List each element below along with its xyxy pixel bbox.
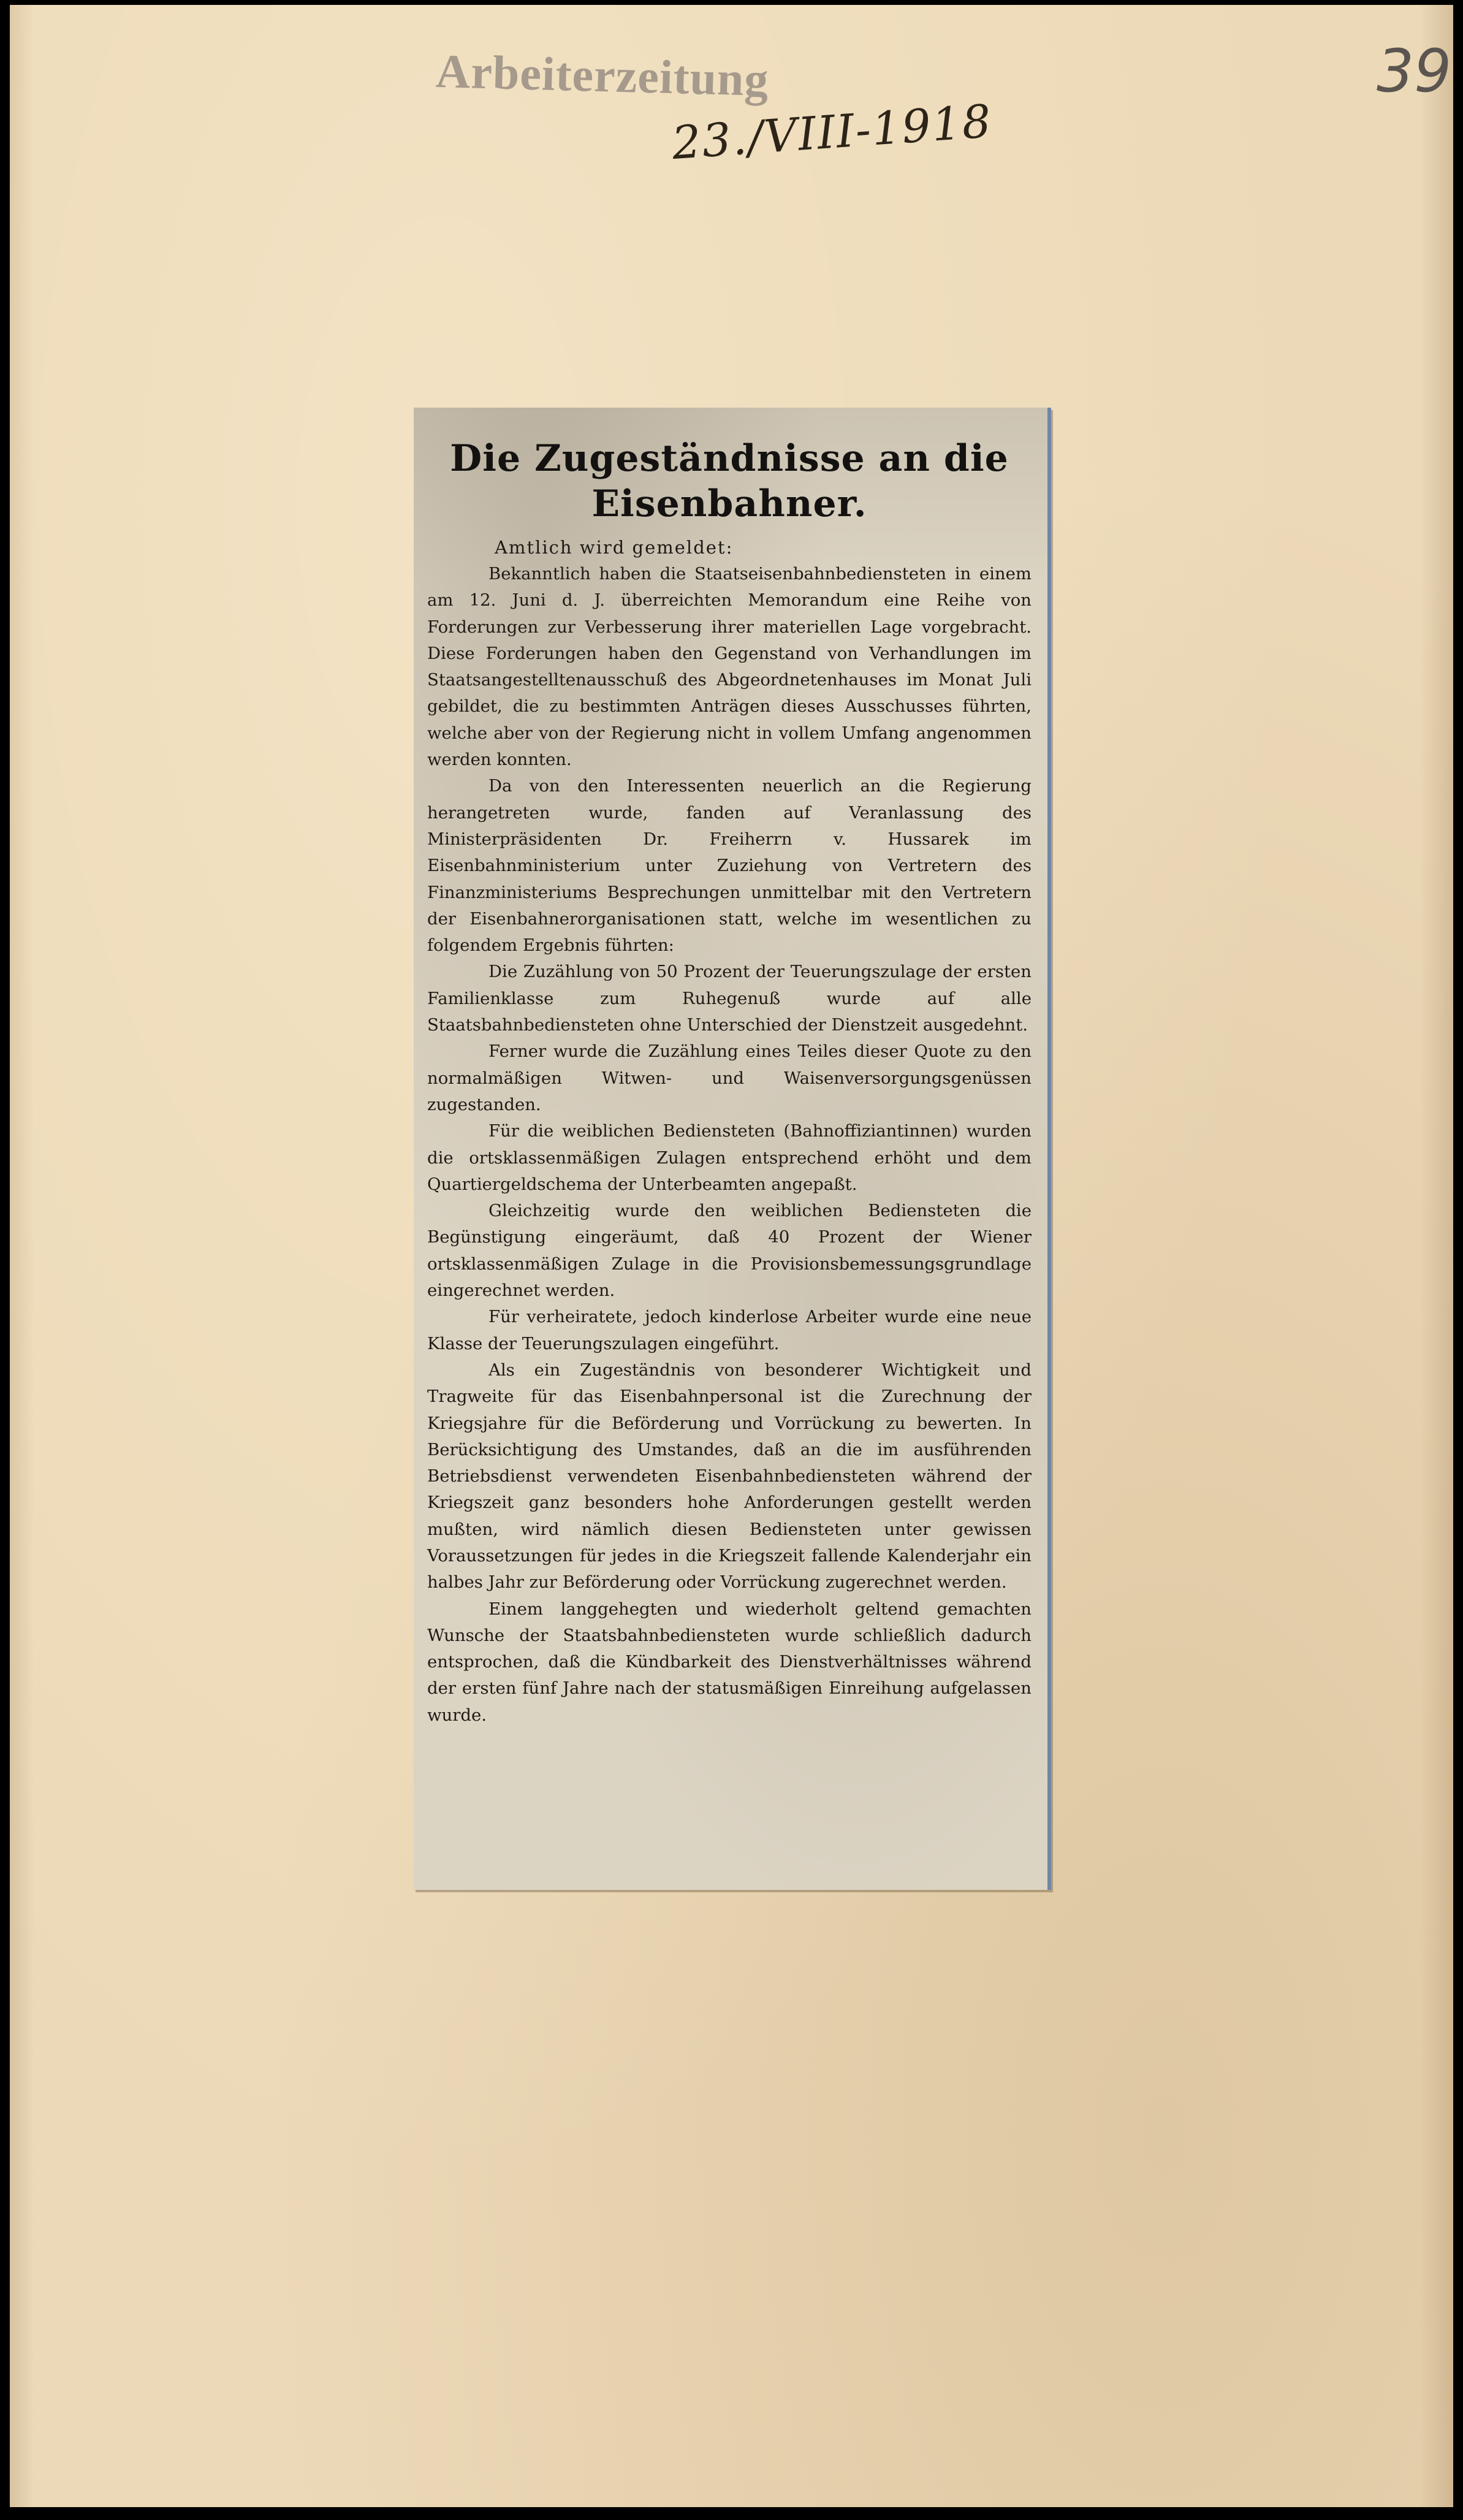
article-byline: Amtlich wird gemeldet:	[495, 537, 734, 558]
handwritten-date: 23./VIII-1918	[670, 94, 994, 170]
article-paragraph: Gleichzeitig wurde den weiblichen Bediensteten die Begünstigung eingeräumt, daß 40 Prozent der Wiener ortsklassenmäßigen Zulage in die Provisionsbemessungsgrundlage eingerechnet werden.	[427, 1201, 1032, 1301]
article-paragraph: Bekanntlich haben die Staatseisenbahnbediensteten in einem am 12. Juni d. J. überreichten Memorandum eine Reihe von Forderungen zur Verbesserung ihrer materiellen Lage vorgebracht. Diese Forderungen haben den Gegenstand von Verhandlungen im Staatsangestelltenausschuß des Abgeordnetenhauses im Monat Juli gebildet, die zu bestimmten Anträgen dieses Ausschusses führten, welche aber von der Regierung nicht in vollem Umfang angenommen werden konnten.	[427, 564, 1032, 770]
newspaper-clipping	[414, 408, 1051, 1890]
article-paragraph: Die Zuzählung von 50 Prozent der Teuerungszulage der ersten Familienklasse zum Ruhegenuß wurde auf alle Staatsbahnbediensteten ohne Unterschied der Dienstzeit ausgedehnt.	[427, 962, 1032, 1035]
article-headline: Die Zugeständnisse an die Eisenbahner.	[450, 437, 1009, 525]
article-paragraph: Als ein Zugeständnis von besonderer Wichtigkeit und Tragweite für das Eisenbahnpersonal ist die Zurechnung der Kriegsjahre für die Beförderung und Vorrückung zu bewerten. In Berücksichtigung des Umstandes, daß an die im ausführenden Betriebsdienst verwendeten Eisenbahnbediensteten während der Kriegszeit ganz besonders hohe Anforderungen gestellt werden mußten, wird nämlich diesen Bediensteten unter gewissen Voraussetzungen für jedes in die Kriegszeit fallende Kalenderjahr ein halbes Jahr zur Beförderung oder Vorrückung zugerechnet werden.	[427, 1360, 1032, 1593]
article-paragraph: Für die weiblichen Bediensteten (Bahnoffiziantinnen) wurden die ortsklassenmäßigen Zulagen entsprechend erhöht und dem Quartiergeldschema der Unterbeamten angepaßt.	[427, 1121, 1032, 1194]
article-paragraph: Einem langgehegten und wiederholt geltend gemachten Wunsche der Staatsbahnbediensteten wurde schließlich dadurch entsprochen, daß die Kündbarkeit des Dienstverhältnisses während der ersten fünf Jahre nach der statusmäßigen Einreihung aufgelassen wurde.	[427, 1599, 1032, 1725]
article-body	[427, 561, 1032, 1729]
archive-stamp: Arbeiterzeitung	[435, 44, 770, 107]
page-number: 39	[1377, 37, 1452, 105]
article-paragraph: Da von den Interessenten neuerlich an die Regierung herangetreten wurde, fanden auf Veranlassung des Ministerpräsidenten Dr. Freiherrn v. Hussarek im Eisenbahnministerium unter Zuziehung von Vertretern des Finanzministeriums Besprechungen unmittelbar mit den Vertretern der Eisenbahnerorganisationen statt, welche im wesentlichen zu folgendem Ergebnis führten:	[427, 776, 1032, 956]
article-paragraph: Ferner wurde die Zuzählung eines Teiles dieser Quote zu den normalmäßigen Witwen- und Waisenversorgungsgenüssen zugestanden.	[427, 1041, 1032, 1114]
article-paragraph: Für verheiratete, jedoch kinderlose Arbeiter wurde eine neue Klasse der Teuerungszulagen eingeführt.	[427, 1307, 1032, 1353]
